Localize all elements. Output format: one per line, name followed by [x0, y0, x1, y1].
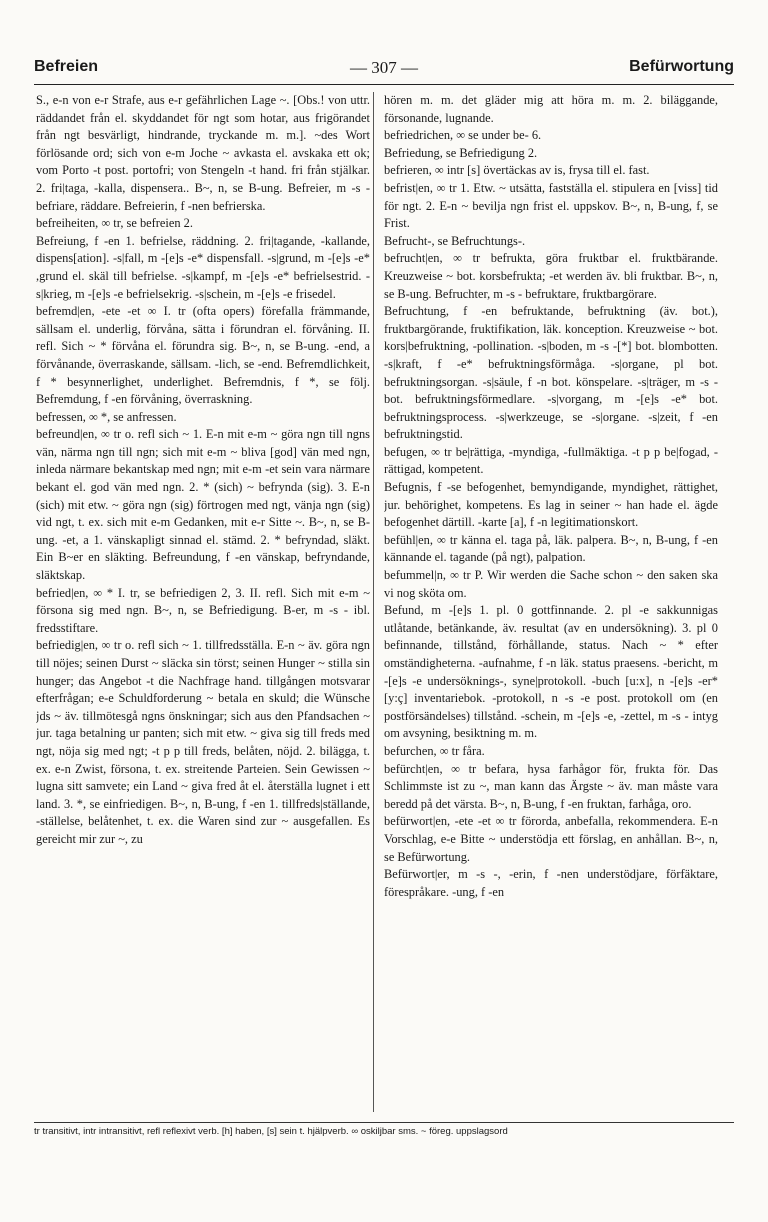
dictionary-entry: befrist|en, ∞ tr 1. Etw. ~ utsätta, fastställa el. stipulera en [viss] tid för ngt. 2. E-n ~ bevilja ngn frist el. uppskov. B~, n, B-ung, f, se Frist.: [384, 180, 718, 231]
abbreviation-legend: tr transitivt, intr intransitivt, refl reflexivt verb. [h] haben, [s] sein t. hjälpverb. ∞ oskiljbar sms. ~ föreg. uppslagsord: [34, 1126, 508, 1137]
dictionary-entry: befugen, ∞ tr be|rättiga, -myndiga, -fullmäktiga. -t p p be|fogad, -rättigad, kompetent.: [384, 444, 718, 477]
dictionary-entry: befressen, ∞ *, se anfressen.: [36, 409, 177, 424]
left-column: [36, 92, 370, 1112]
dictionary-entry: Befrucht-, se Befruchtungs-.: [384, 233, 526, 248]
dictionary-entry: Befriedung, se Befriedigung 2.: [384, 145, 538, 160]
dictionary-entry: Befreiung, f -en 1. befrielse, räddning. 2. fri|tagande, -kallande, dispens[ation]. -s|fall, m -[e]s -e* dispensfall. -s|grund, m -[e]s -e* ,grund el. skäl till befrielse. -s|kampf, m -[e]s -e* befrielsestrid. -s|krieg, m -[e]s -e befrielsekrig. -s|schein, m -[e]s -e frisedel.: [36, 233, 370, 301]
header-rule: [34, 84, 734, 85]
dictionary-entry: befried|en, ∞ * I. tr, se befriedigen 2, 3. II. refl. Sich mit e-m ~ försona sig med ngn. B~, n, se Befriedigung. B-er, m -s - ibl. fredsstiftare.: [36, 585, 370, 635]
page-header: [34, 58, 734, 82]
dictionary-entry: befrucht|en, ∞ tr befrukta, göra fruktbar el. fruktbärande. Kreuzweise ~ bot. korsbefrukta; -et werden äv. bli fruktbar. B~, n, se B-ung. Befruchter, m -s - befruktare, fruktbargörare.: [384, 251, 718, 301]
dictionary-entry: befurchen, ∞ tr fåra.: [384, 743, 485, 758]
dictionary-entry: befreiheiten, ∞ tr, se befreien 2.: [36, 216, 193, 231]
header-first-headword: Befreien: [34, 58, 99, 75]
footer-rule: [34, 1122, 734, 1123]
dictionary-entry: hören m. m. det gläder mig att höra m. m. 2. biläggande, försonande, lugnande.: [384, 93, 718, 125]
dictionary-entry: Befund, m -[e]s 1. pl. 0 gottfinnande. 2. pl -e sakkunnigas utlåtande, betänkande, äv. resultat (av en undersökning). 3. pl 0 befinnande, tillstånd, förhållande, status. Nach ~ * efter omständigheterna. -aufnahme, f -n läk. status praesens. -bericht, m -[e]s -e undersöknings-, syne|protokoll. -buch [u:x], n -[e]s -er* [y:ç] inventariebok. -protokoll, n -s -e post. protokoll om (en postförsändelses) tillstånd. -schein, m -[e]s -e, -zettel, m -s - intyg om avsyning, besiktning m. m.: [384, 603, 718, 741]
dictionary-entry: S., e-n von e-r Strafe, aus e-r gefährlichen Lage ~. [Obs.! von uttr. räddandet från el. skyddandet för ngt som hotar, aus frigörandet från ngt besvärligt, hindrande, tryckande m. m.]. ~des Wort förlösande ord; sich von e-m Joche ~ avkasta el. avskaka ett ok; vom Porto -t post. portofri; von Stengeln -t hand. fri från stjälkar. 2. fri|taga, -kalla, dispensera.. B~, n, se B-ung. Befreier, m -s - befriare, räddare. Befreierin, f -nen befrierska.: [36, 93, 370, 213]
dictionary-entry: befühl|en, ∞ tr känna el. taga på, läk. palpera. B~, n, B-ung, f -en kännande el. tagande (på ngt), palpation.: [384, 532, 718, 565]
dictionary-entry: befremd|en, -ete -et ∞ I. tr (ofta opers) förefalla främmande, sällsam el. underlig, förvåna, sätta i förundran el. förvåning. II. refl. Sich ~ * förvåna el. förundra sig. B~, n, se B-ung. -end, a förvånande, överraskande, sällsam. -lich, se -end. Befremdlichkeit, f * besynnerlighet, underlighet. Befremdnis, f *, se följ. Befremdung, f -en förvåning, överraskning.: [36, 304, 370, 407]
page-number: — 307 —: [350, 58, 418, 77]
dictionary-entry: Befürwort|er, m -s -, -erin, f -nen understödjare, förfäktare, förespråkare. -ung, f -en: [384, 867, 718, 899]
right-column: [384, 92, 718, 1112]
dictionary-entry: befrieren, ∞ intr [s] övertäckas av is, frysa till el. fast.: [384, 163, 650, 178]
dictionary-entry: befürcht|en, ∞ tr befara, hysa farhågor för, frukta för. Das Schlimmste ist zu ~, man kann das Ärgste ~ äv. man måste vara beredd på det värsta. B~, n, B-ung, f -en fruktan, farhåga, oro.: [384, 761, 718, 811]
header-last-headword: Befürwortung: [629, 58, 734, 75]
dictionary-entry: Befruchtung, f -en befruktande, befruktning (äv. bot.), fruktbargörande, fruktifikation, läk. konception. Kreuzweise ~ bot. kors|befruktning, -pollination. -s|boden, m -s -[*] bot. blombotten. -s|kraft, f -e* befruktningsförmåga. -s|organe, pl bot. befruktningsorgan. -s|säule, f -n bot. könspelare. -s|träger, m -s - bot. befruktningsförmedlare. -s|vorgang, m -[e]s -e* bot. befruktningsprocess. -s|werkzeuge, se -s|organe. -s|zeit, f -en befruktningstid.: [384, 304, 718, 442]
column-divider: [373, 92, 374, 1112]
dictionary-entry: befriedrichen, ∞ se under be- 6.: [384, 128, 542, 143]
dictionary-entry: befürwort|en, -ete -et ∞ tr förorda, anbefalla, rekommendera. E-n Vorschlag, e-e Bitte ~ understödja ett förslag, en anhållan. B~, n, se Befürwortung.: [384, 814, 718, 864]
dictionary-entry: befriedig|en, ∞ tr o. refl sich ~ 1. tillfredsställa. E-n ~ äv. göra ngn till nöjes; seinen Durst ~ släcka sin törst; seinen Hunger ~ stilla sin hunger; das Angebot -t die Nachfrage hand. tillgången motsvarar efterfrågan; e-e Schuldforderung ~ betala en skuld; die Wünsche jds ~ äv. tillmötesgå ngns önskningar; sich aus den Pfandsachen ~ jur. taga betalning ur panten; sich mit etw. ~ giva sig till freds med ngt, nöja sig med ngt; -t p p till freds, belåten, nöjd. 2. bilägga, t. ex. e-n Zwist, försona, t. ex. streitende Parteien. Sein Gewissen ~ lugna sitt samvete; ein Land ~ giva fred åt el. återställa lugnet i ett land. 3. *, se einfriedigen. B~, n, B-ung, f -en 1. tillfreds|ställande, -ställelse, belåtenhet, t. ex. die Waren sind zur ~ ausgefallen. Es gereicht mir zur ~, zu: [36, 638, 370, 846]
dictionary-entry: befummel|n, ∞ tr P. Wir werden die Sache schon ~ den saken ska vi nog sköta om.: [384, 568, 718, 600]
dictionary-entry: befreund|en, ∞ tr o. refl sich ~ 1. E-n mit e-m ~ göra ngn till ngns vän, närma ngn till ngn; sich mit e-m ~ bliva [god] vän med ngn, inleda närmare bekantskap med ngn; mit e-m -et sein vara närmare bekant el. god vän med ngn. 2. * (sich) ~ befrynda (sig). 3. E-n (sich) mit etw. ~ göra ngn (sig) förtrogen med ngt, vänja ngn (sig) vid ngt, t. ex. sich mit e-m Gedanken, mit e-r Sitte ~. B~, n, se B-ung. -et, a 1. vänskapligt sinnad el. stämd. 2. * befryndad, släkt. Ein B~er en släkting. Befreundung, f -en vänskap, befryndande, släktskap.: [36, 427, 370, 583]
dictionary-entry: Befugnis, f -se befogenhet, bemyndigande, myndighet, rättighet, jur. behörighet, kompetens. Es lag in seiner ~ han hade el. ägde befogenhet därtill. -karte [a], f -n legitimationskort.: [384, 480, 718, 530]
